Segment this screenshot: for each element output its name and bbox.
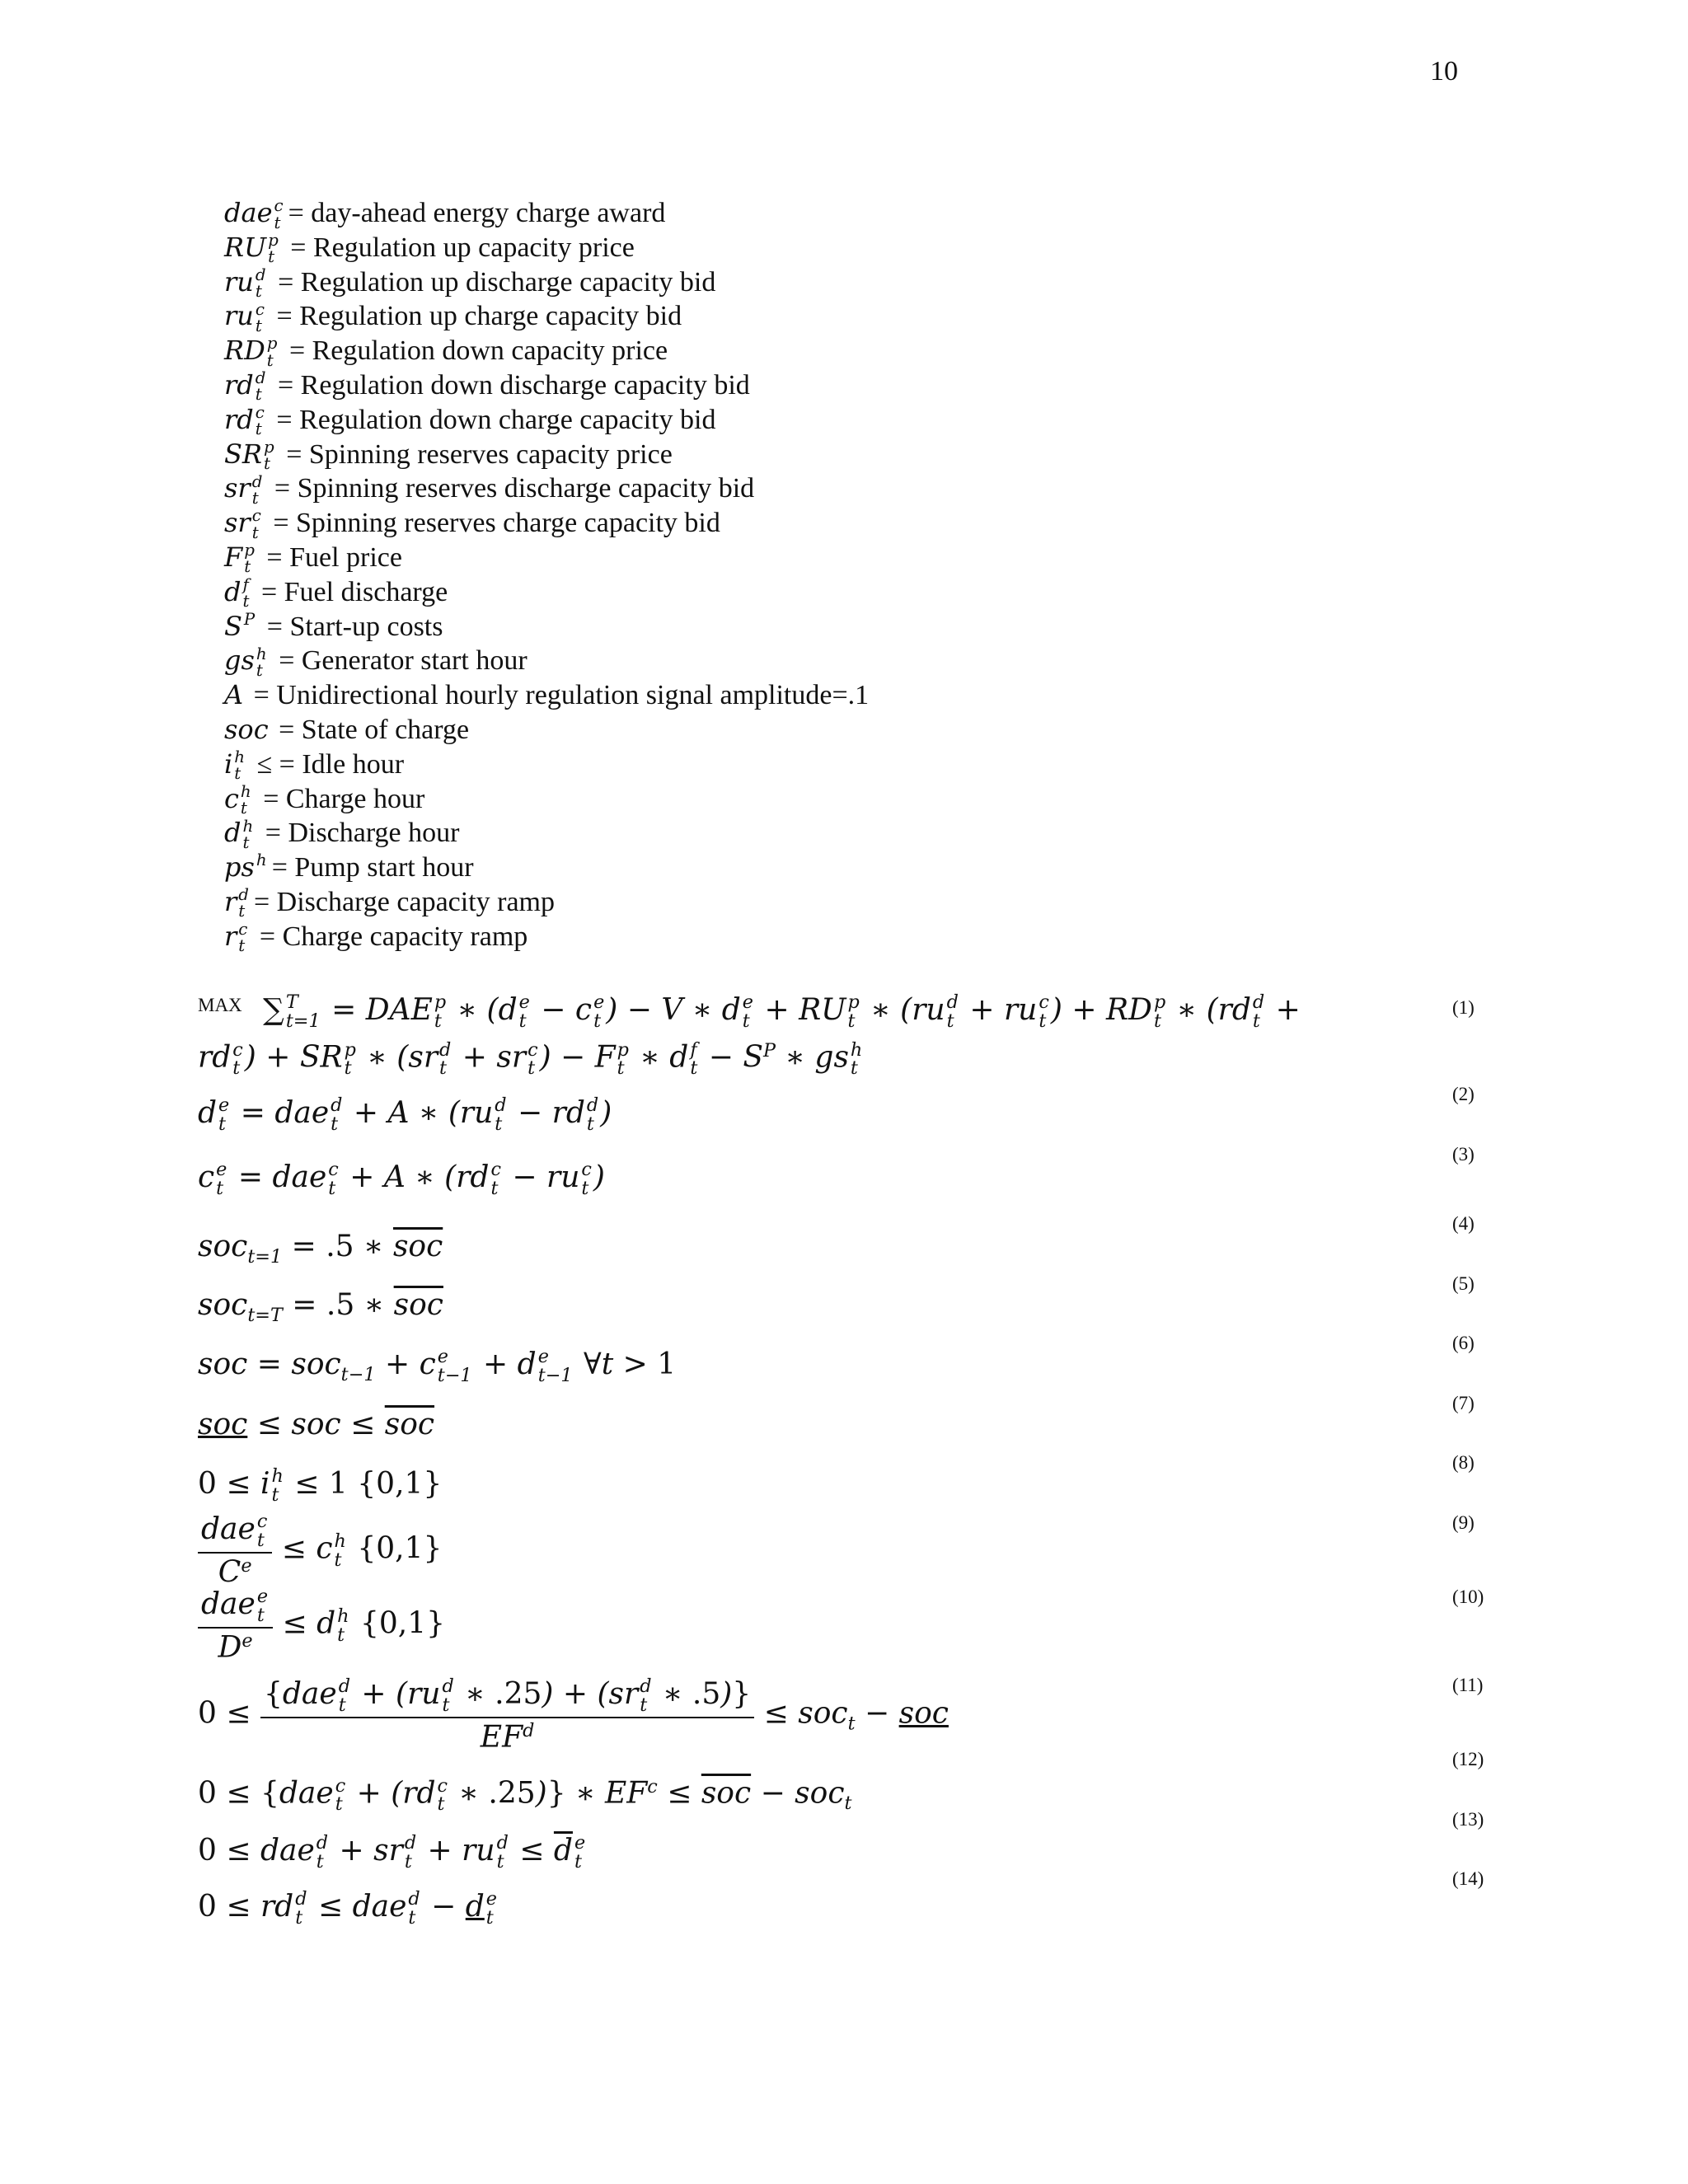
equation-6: soc = soc$_{t-1}$ + c e t−1 + d e t−1 ∀t > 1: [198, 1346, 677, 1386]
definition-text: = Charge capacity ramp: [252, 921, 528, 952]
equation-11: 0 ≤ {dae d t + (ru d t ∗ .25) + (sr d t ∗ .5)} $EF^d$ ≤ soc$_t$ − soc: [198, 1675, 949, 1755]
equation-number-8: (8): [1452, 1452, 1475, 1473]
definition-row: [224, 644, 1461, 678]
page-number: 10: [1430, 56, 1458, 87]
equation-10: dae e t De ≤ d h t {0,1}: [198, 1587, 445, 1664]
definition-row: [224, 748, 1461, 782]
definition-symbol: i h t: [224, 748, 246, 784]
definition-text: = Spinning reserves capacity price: [279, 438, 673, 470]
definition-row: [224, 541, 1461, 575]
definition-symbol: rd d t: [224, 368, 266, 405]
definition-symbol: ru c t: [224, 299, 265, 335]
definition-row: [224, 851, 1461, 885]
definition-row: [224, 713, 1461, 748]
equation-number-10: (10): [1452, 1586, 1484, 1607]
definition-row: [224, 196, 1461, 231]
definition-row: [224, 368, 1461, 403]
equation-5: soc$_{t=T}$ = .5 ∗ $\overline{soc}$: [198, 1288, 443, 1326]
variable-definitions: [224, 196, 1461, 954]
equation-number-7: (7): [1452, 1393, 1475, 1413]
definition-symbol: A: [224, 679, 244, 711]
definition-row: [224, 885, 1461, 920]
definition-text: = Spinning reserves charge capacity bid: [265, 508, 720, 539]
definition-symbol: S P: [224, 609, 256, 642]
definition-symbol: RU p t: [224, 231, 279, 267]
definition-symbol: gs h t: [224, 644, 267, 680]
definition-text: = Unidirectional hourly regulation signal amplitude=.1: [246, 680, 870, 711]
definition-text: = Fuel price: [259, 541, 402, 573]
definition-text: = Regulation up capacity price: [283, 232, 635, 263]
definition-symbol: dae c t: [224, 196, 284, 232]
definition-text: = day-ahead energy charge award: [288, 198, 666, 228]
definition-symbol: sr d t: [224, 471, 263, 508]
equation-12: 0 ≤ {dae c t + (rd c t ∗ .25)} ∗ $EF^c \le \overline{soc} - soc_t$: [198, 1774, 852, 1816]
definition-row: [224, 782, 1461, 817]
equation-1-line-1: $^{MAX}$ ∑ T t=1 = DAE p t ∗ (d e t − c e t ) − V ∗ d e t + RU p t ∗ (ru d t + ru c t ) + RD p t ∗ (rd d t +: [198, 991, 1301, 1032]
definition-text: = Regulation down charge capacity bid: [269, 404, 716, 435]
equation-number-12: (12): [1452, 1749, 1484, 1769]
equation-7: soc ≤ soc ≤ $\overline{soc}$: [198, 1408, 435, 1441]
definition-text: = Discharge capacity ramp: [254, 886, 556, 917]
equation-number-1: (1): [1452, 997, 1475, 1018]
equation-number-2: (2): [1452, 1084, 1475, 1104]
equation-number-13: (13): [1452, 1809, 1484, 1830]
equation-2: d e t = dae d t + A ∗ (ru d t − rd d t ): [198, 1094, 612, 1135]
equation-number-14: (14): [1452, 1868, 1484, 1889]
definition-row: [224, 231, 1461, 265]
definition-symbol: d f t: [224, 575, 250, 612]
max-label: MAX: [198, 995, 242, 1015]
equation-9: dae c t Ce ≤ c h t {0,1}: [198, 1512, 442, 1589]
definition-symbol: c h t: [224, 781, 251, 818]
definition-text: = State of charge: [271, 714, 470, 745]
definition-symbol: F p t: [224, 541, 255, 577]
definition-row: [224, 299, 1461, 334]
definition-symbol: ps h: [224, 851, 267, 883]
definition-symbol: r d t: [224, 885, 249, 921]
definition-text: = Fuel discharge: [254, 576, 448, 607]
definition-text: = Discharge hour: [258, 818, 460, 849]
definition-row: [224, 678, 1461, 713]
definition-text: = Start-up costs: [260, 611, 443, 642]
definition-row: [224, 265, 1461, 300]
definition-text: = Generator start hour: [271, 645, 528, 677]
definition-symbol: rd c t: [224, 403, 265, 439]
definition-text: = Regulation down discharge capacity bid: [270, 369, 750, 401]
definition-text: = Regulation down capacity price: [282, 335, 668, 367]
definition-text: = Regulation up charge capacity bid: [270, 301, 682, 332]
equation-13: 0 ≤ dae d t + sr d t + ru d t ≤ d e t: [198, 1832, 586, 1872]
equation-number-5: (5): [1452, 1273, 1475, 1294]
equation-4: soc$_{t=1}$ = .5 ∗ $\overline{soc}$: [198, 1230, 443, 1268]
equation-8: 0 ≤ i h t ≤ 1 {0,1}: [198, 1465, 443, 1506]
equation-14: 0 ≤ rd d t ≤ dae d t − d e t: [198, 1888, 498, 1929]
equation-3: c e t = dae c t + A ∗ (rd c t − ru c t ): [198, 1159, 605, 1199]
equation-1-line-2: rd c t ) + SR p t ∗ (sr d t + sr c t ) − F p t ∗ d f t − $S^P$ ∗ gs h t: [198, 1038, 863, 1080]
definition-row: [224, 920, 1461, 954]
definition-symbol: ru d t: [224, 265, 266, 302]
definition-row: [224, 334, 1461, 368]
definition-symbol: r c t: [224, 920, 248, 956]
definition-row: [224, 610, 1461, 644]
definition-row: [224, 816, 1461, 851]
definition-symbol: d h t: [224, 816, 254, 852]
definition-row: [224, 403, 1461, 438]
definition-row: [224, 471, 1461, 506]
definition-text: ≤ = Idle hour: [250, 748, 405, 780]
definition-symbol: soc: [224, 713, 269, 745]
definition-row: [224, 575, 1461, 610]
definition-row: [224, 438, 1461, 472]
equation-number-11: (11): [1452, 1675, 1484, 1695]
definition-text: = Regulation up discharge capacity bid: [270, 266, 716, 298]
definition-symbol: SR p t: [224, 437, 274, 474]
definition-text: = Spinning reserves discharge capacity bid: [267, 473, 755, 504]
definition-text: = Pump start hour: [271, 852, 474, 883]
definition-symbol: RD p t: [224, 334, 278, 370]
equation-number-4: (4): [1452, 1213, 1475, 1234]
definition-symbol: sr c t: [224, 506, 261, 542]
equation-number-6: (6): [1452, 1333, 1475, 1353]
equation-number-9: (9): [1452, 1512, 1475, 1533]
definition-text: = Charge hour: [256, 783, 425, 814]
definition-row: [224, 506, 1461, 541]
equation-number-3: (3): [1452, 1144, 1475, 1165]
